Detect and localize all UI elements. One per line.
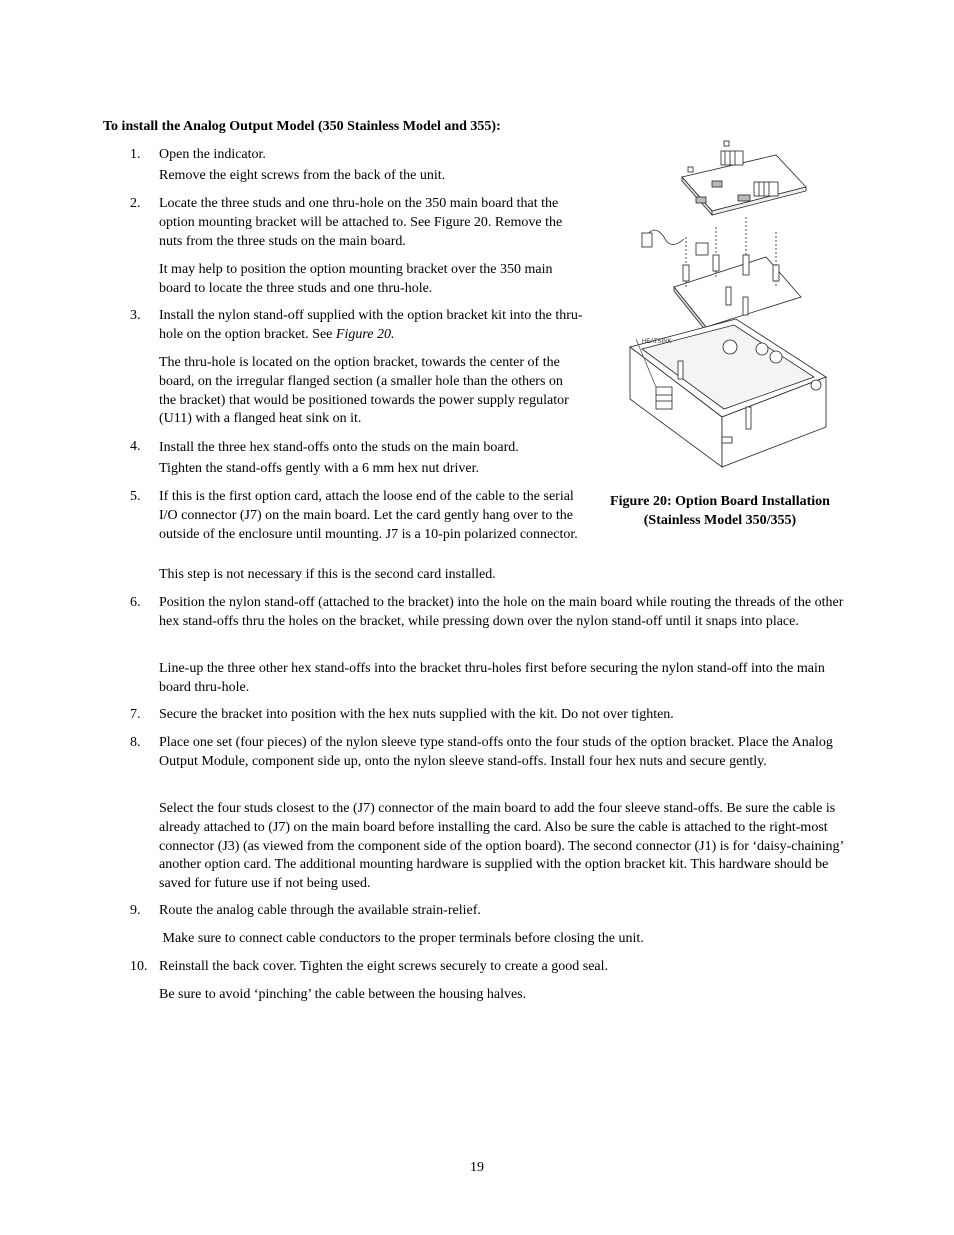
step-1-line-2: Remove the eight screws from the back of the unit. (159, 168, 446, 183)
step-9-note: Make sure to connect cable conductors to the proper terminals before closing the unit. (159, 931, 644, 946)
step-number: 10. (130, 959, 148, 974)
step-number: 9. (130, 903, 141, 918)
step-4-line-1: Install the three hex stand-offs onto the studs on the main board. (159, 440, 519, 455)
figure-caption-line-1: Figure 20: Option Board Installation (610, 494, 830, 509)
step-6-text: Position the nylon stand-off (attached to the bracket) into the hole on the main board while routing the threads of the other hex stand-offs thru the holes on the bracket, while pressing down over the nylon stand-off until it snaps into place. (159, 595, 844, 629)
step-8-note: Select the four studs closest to the (J7) connector of the main board to add the four sleeve stand-offs. Be sure the cable is already attached to (J7) on the main board before installing the card. Also be sure the cable is attached to the right-most connector (J3) (as viewed from the component side of the option board). The second connector (J1) is for ‘daisy-chaining’ another option card. The additional mounting hardware is supplied with the option bracket kit. This hardware should be saved for future use if not being used. (159, 801, 844, 892)
step-5-note: This step is not necessary if this is the second card installed. (159, 567, 496, 582)
step-number: 1. (130, 147, 141, 162)
step-1-line-1: Open the indicator. (159, 147, 266, 162)
step-7-text: Secure the bracket into position with the hex nuts supplied with the kit. Do not over tighten. (159, 707, 674, 722)
step-number: 6. (130, 595, 141, 610)
step-number: 4. (130, 439, 141, 454)
step-9-text: Route the analog cable through the available strain-relief. (159, 903, 481, 918)
section-heading: To install the Analog Output Model (350 Stainless Model and 355): (103, 119, 501, 134)
figure-caption-line-2: (Stainless Model 350/355) (643, 513, 797, 528)
figure-caption (588, 492, 852, 530)
step-number: 8. (130, 735, 141, 750)
step-4-line-2: Tighten the stand-offs gently with a 6 mm hex nut driver. (159, 461, 480, 476)
step-5-text: If this is the first option card, attach the loose end of the cable to the serial I/O connector (J7) on the main board. Let the card gently hang over to the outside of the enclosure until mounting. J7 is a 10-pin polarized connector. (159, 489, 578, 542)
step-2-note: It may help to position the option mounting bracket over the 350 main board to locate the three studs and one thru-hole. (159, 262, 553, 296)
step-3-text (159, 307, 584, 345)
step-3-note: The thru-hole is located on the option bracket, towards the center of the board, on the irregular flanged section (a smaller hole than the others on the bracket) that would be positioned towards the power supply regulator (U11) with a flanged heat sink on it. (159, 355, 569, 427)
step-8-text: Place one set (four pieces) of the nylon sleeve type stand-offs onto the four studs of the option bracket. Place the Analog Output Module, component side up, onto the nylon sleeve stand-offs. Install four hex nuts and secure gently. (159, 735, 833, 769)
step-number: 5. (130, 489, 141, 504)
option-bracket-drawing (642, 217, 801, 331)
step-10-note: Be sure to avoid ‘pinching’ the cable between the housing halves. (159, 987, 527, 1002)
step-6-note: Line-up the three other hex stand-offs into the bracket thru-holes first before securing the nylon stand-off into the main board thru-hole. (159, 661, 825, 695)
heatsink-callout-label: HEATSINK (642, 339, 672, 345)
step-number: 3. (130, 308, 141, 323)
step-3-text-main: Install the nylon stand-off supplied with the option bracket kit into the thru-hole on the option bracket. See (159, 308, 583, 342)
step-number: 2. (130, 196, 141, 211)
page-number: 19 (470, 1160, 484, 1175)
option-card-drawing (682, 141, 806, 215)
step-2-text: Locate the three studs and one thru-hole on the 350 main board that the option mounting bracket will be attached to. See Figure 20. Remove the nuts from the three studs on the main board. (159, 196, 563, 249)
step-10-text: Reinstall the back cover. Tighten the eight screws securely to create a good seal. (159, 959, 609, 974)
figure-reference: Figure 20. (335, 326, 395, 342)
option-board-installation-figure (626, 137, 828, 473)
step-number: 7. (130, 707, 141, 722)
